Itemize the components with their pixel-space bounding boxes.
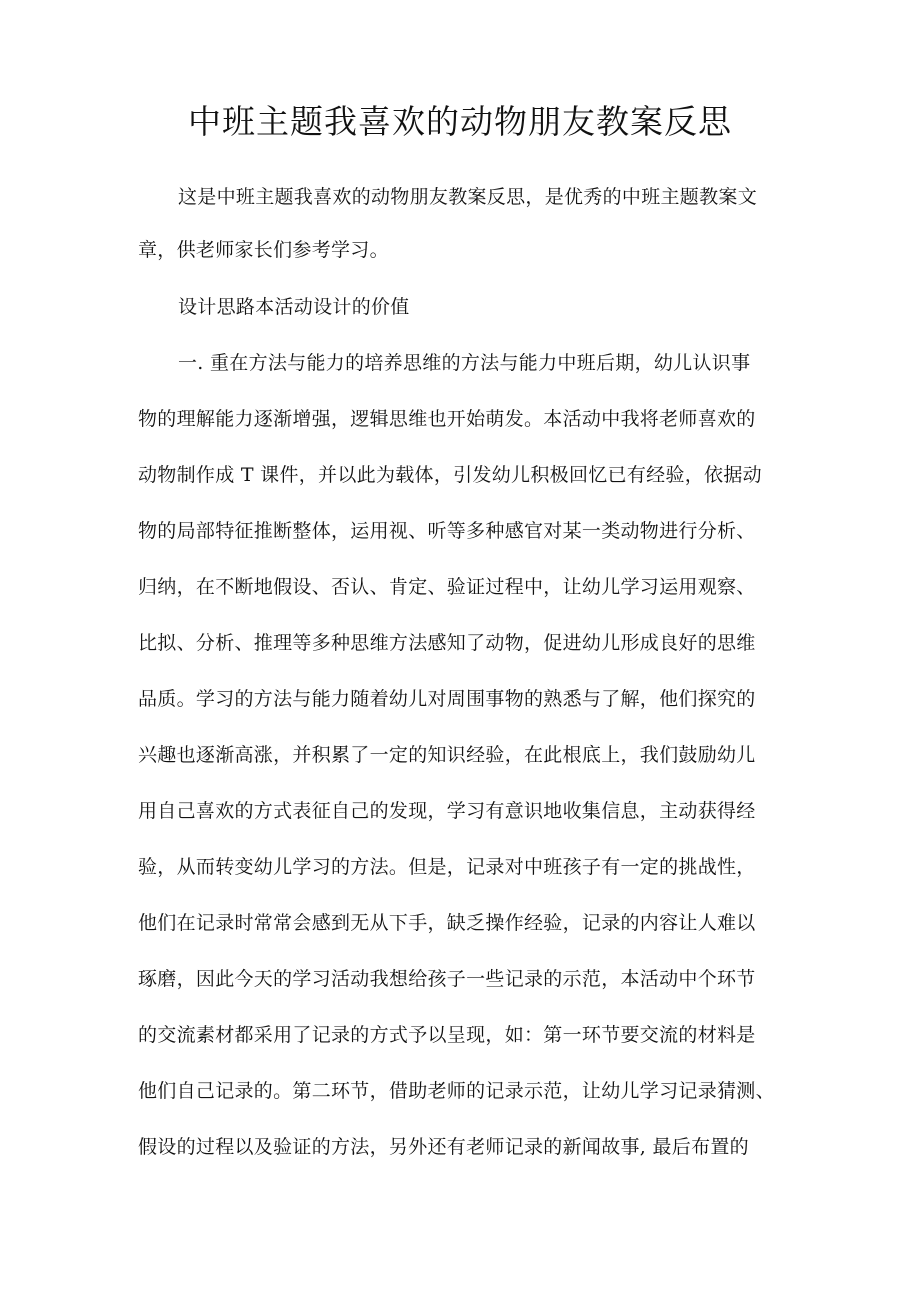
paragraph-line: 比拟、分析、推理等多种思维方法感知了动物，促进幼儿形成良好的思维 <box>138 632 756 654</box>
paragraph-line: 一. 重在方法与能力的培养思维的方法与能力中班后期，幼儿认识事 <box>178 352 751 374</box>
paragraph-line: 品质。学习的方法与能力随着幼儿对周围事物的熟悉与了解，他们探究的 <box>138 688 756 710</box>
paragraph-line: 验，从而转变幼儿学习的方法。但是，记录对中班孩子有一定的挑战性， <box>138 856 756 878</box>
paragraph-line: 他们在记录时常常会感到无从下手，缺乏操作经验，记录的内容让人难以 <box>138 912 756 934</box>
paragraph-line: 假设的过程以及验证的方法，另外还有老师记录的新闻故事, 最后布置的 <box>138 1136 749 1158</box>
paragraph-line: 琢磨，因此今天的学习活动我想给孩子一些记录的示范，本活动中个环节 <box>138 968 756 990</box>
paragraph-line: 这是中班主题我喜欢的动物朋友教案反思，是优秀的中班主题教案文 <box>178 186 758 208</box>
section-heading: 设计思路本活动设计的价值 <box>178 296 410 318</box>
paragraph-line: 的交流素材都采用了记录的方式予以呈现，如：第一环节要交流的材料是 <box>138 1024 756 1046</box>
paragraph-line: 物的局部特征推断整体，运用视、听等多种感官对某一类动物进行分析、 <box>138 520 756 542</box>
paragraph-line: 用自己喜欢的方式表征自己的发现，学习有意识地收集信息，主动获得经 <box>138 800 756 822</box>
paragraph-line: 物的理解能力逐渐增强，逻辑思维也开始萌发。本活动中我将老师喜欢的 <box>138 408 756 430</box>
paragraph-line: 动物制作成 T 课件，并以此为载体，引发幼儿积极回忆已有经验，依据动 <box>138 464 762 486</box>
paragraph-line: 兴趣也逐渐高涨，并积累了一定的知识经验，在此根底上，我们鼓励幼儿 <box>138 744 756 766</box>
document-title: 中班主题我喜欢的动物朋友教案反思 <box>188 102 732 141</box>
paragraph-line: 章，供老师家长们参考学习。 <box>138 239 389 261</box>
paragraph-line: 归纳，在不断地假设、否认、肯定、验证过程中，让幼儿学习运用观察、 <box>138 576 756 598</box>
paragraph-line: 他们自己记录的。第二环节，借助老师的记录示范，让幼儿学习记录猜测、 <box>138 1080 775 1102</box>
